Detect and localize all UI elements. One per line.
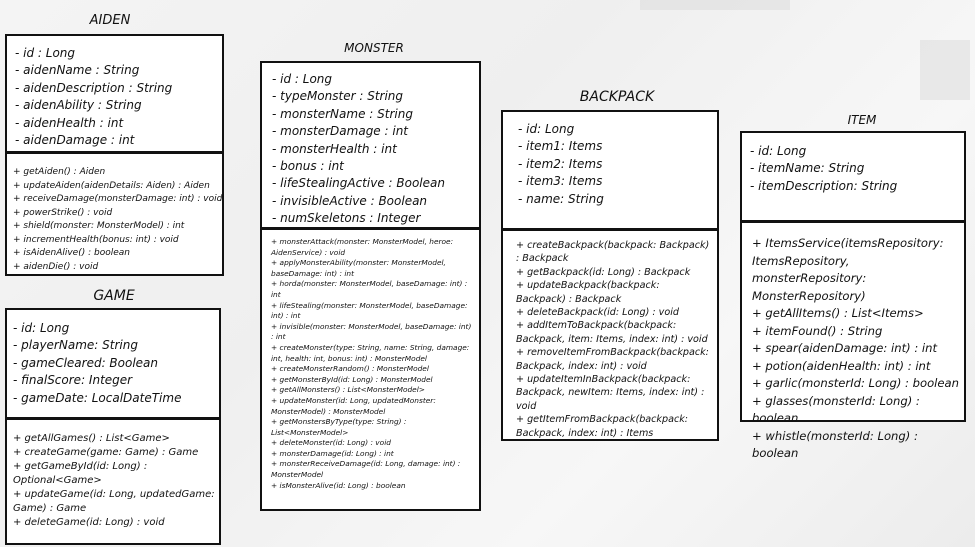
method: + isAidenAlive() : boolean	[13, 248, 130, 258]
method: + monsterReceiveDamage(id: Long, damage: int) : MonsterModel	[271, 459, 461, 480]
method: + createMonster(type: String, name: String, damage: int, health: int, bonus: int) : MonsterModel	[271, 342, 470, 363]
monster-methods-box	[260, 228, 481, 511]
attribute: - aidenHealth : int	[15, 115, 124, 130]
backpack-attributes-box	[501, 110, 719, 230]
method: + createBackpack(backpack: Backpack) : Backpack	[516, 240, 710, 265]
method: + applyMonsterAbility(monster: MonsterModel, baseDamage: int) : int	[271, 258, 446, 278]
game-method-list	[13, 432, 215, 530]
method: + incrementHealth(bonus: int) : void	[13, 234, 179, 245]
attribute: - numSkeletons : Integer	[272, 211, 421, 226]
method: + shield(monster: MonsterModel) : int	[13, 221, 185, 231]
monster-method-list	[271, 237, 475, 491]
game-attribute-list	[13, 320, 219, 407]
method: + getGameById(id: Long) : Optional<Game>	[13, 461, 148, 486]
attribute: - gameCleared: Boolean	[13, 355, 159, 370]
method: + getMonsterById(id: Long) : MonsterModel	[271, 374, 433, 384]
method: + addItemToBackpack(backpack: Backpack, item: Items, index: int) : void	[516, 320, 708, 345]
method: + ItemsService(itemsRepository: ItemsRepository, monsterRepository: MonsterRepository)	[752, 236, 944, 303]
item-methods-box	[740, 221, 966, 460]
attribute: - bonus : int	[272, 159, 344, 174]
method: + createGame(game: Game) : Game	[13, 447, 199, 458]
method: + spear(aidenDamage: int) : int	[752, 341, 938, 355]
method: + deleteMonster(id: Long) : void	[271, 438, 391, 448]
item-method-list	[752, 235, 960, 463]
method: + updateBackpack(backpack: Backpack) : Backpack	[516, 280, 660, 305]
attribute: - typeMonster : String	[272, 89, 404, 104]
method: + getAllItems() : List<Items>	[752, 306, 924, 320]
method: + updateItemInBackpack(backpack: Backpack, newItem: Items, index: int) : void	[516, 374, 705, 412]
attribute: - name: String	[518, 191, 604, 206]
aiden-methods-box	[5, 152, 224, 276]
aiden-attribute-list	[15, 45, 222, 149]
method: + updateAiden(aidenDetails: Aiden) : Aiden	[13, 180, 210, 191]
attribute: - id: Long	[13, 321, 70, 335]
attribute: - id: Long	[750, 144, 807, 158]
background-shape	[640, 0, 790, 10]
attribute: - aidenDescription : String	[15, 80, 173, 95]
method: + glasses(monsterId: Long) : boolean	[752, 393, 920, 425]
method: + createMonsterRandom() : MonsterModel	[271, 364, 429, 374]
aiden-attributes-box	[5, 34, 224, 153]
attribute: - item3: Items	[518, 174, 603, 189]
method: + itemFound() : String	[752, 323, 883, 338]
method: + powerStrike() : void	[13, 207, 113, 218]
attribute: - monsterDamage : int	[272, 124, 409, 139]
game-methods-box	[5, 418, 221, 545]
aiden-method-list	[13, 166, 222, 274]
method: + isMonsterAlive(id: Long) : boolean	[271, 480, 406, 490]
item-class-title: ITEM	[847, 113, 877, 127]
method: + lifeStealing(monster: MonsterModel, baseDamage: int) : int	[271, 300, 468, 321]
backpack-methods-box	[501, 229, 719, 441]
backpack-class-title: BACKPACK	[579, 89, 655, 105]
background-shape	[920, 40, 970, 100]
attribute: - item1: Items	[518, 139, 603, 154]
method: + invisible(monster: MonsterModel, baseDamage: int) : int	[271, 321, 472, 342]
method: + updateGame(id: Long, updatedGame: Game) : Game	[13, 489, 215, 514]
method: + receiveDamage(monsterDamage: int) : void	[13, 194, 223, 204]
item-attribute-list	[750, 143, 964, 195]
attribute: - item2: Items	[518, 156, 603, 171]
attribute: - finalScore: Integer	[13, 373, 133, 388]
attribute: - playerName: String	[13, 338, 138, 353]
method: + horda(monster: MonsterModel, baseDamage: int) : int	[271, 279, 468, 299]
method: + monsterDamage(id: Long) : int	[271, 448, 394, 458]
method: + getAllGames() : List<Game>	[13, 433, 170, 444]
attribute: - id: Long	[518, 122, 575, 136]
method: + garlic(monsterId: Long) : boolean	[752, 376, 959, 390]
method: + deleteGame(id: Long) : void	[13, 517, 165, 528]
attribute: - monsterName : String	[272, 106, 413, 121]
method: + potion(aidenHealth: int) : int	[752, 358, 931, 373]
attribute: - gameDate: LocalDateTime	[13, 390, 182, 405]
method: + getMonstersByType(type: String) : List<MonsterModel>	[271, 417, 407, 437]
method: + getItemFromBackpack(backpack: Backpack, index: int) : Items	[516, 414, 689, 439]
monster-attributes-box	[260, 61, 481, 229]
attribute: - id : Long	[272, 72, 333, 86]
attribute: - invisibleActive : Boolean	[272, 193, 428, 208]
attribute: - aidenDamage : int	[15, 133, 135, 148]
item-attributes-box	[740, 131, 966, 222]
method: + getAiden() : Aiden	[13, 167, 106, 177]
attribute: - id : Long	[15, 46, 76, 60]
backpack-method-list	[516, 239, 711, 440]
method: + getBackpack(id: Long) : Backpack	[516, 266, 691, 278]
attribute: - itemName: String	[750, 161, 865, 176]
backpack-attribute-list	[518, 121, 717, 208]
monster-attribute-list	[272, 71, 479, 228]
attribute: - lifeStealingActive : Boolean	[272, 176, 445, 191]
method: + getAllMonsters() : List<MonsterModel>	[271, 385, 425, 395]
monster-class-title: MONSTER	[344, 41, 404, 55]
method: + removeItemFromBackpack(backpack: Backpack, index: int) : void	[516, 347, 709, 372]
attribute: - aidenName : String	[15, 63, 140, 78]
attribute: - itemDescription: String	[750, 178, 898, 193]
method: + monsterAttack(monster: MonsterModel, heroe: AidenService) : void	[271, 237, 454, 257]
method: + whistle(monsterId: Long) : boolean	[752, 428, 918, 460]
game-class-title: GAME	[93, 288, 135, 304]
method: + aidenDie() : void	[13, 261, 99, 272]
aiden-class-title: AIDEN	[89, 13, 131, 28]
method: + deleteBackpack(id: Long) : void	[516, 307, 679, 319]
attribute: - monsterHealth : int	[272, 141, 397, 156]
attribute: - aidenAbility : String	[15, 98, 142, 113]
game-attributes-box	[5, 308, 221, 419]
method: + updateMonster(id: Long, updatedMonster: MonsterModel) : MonsterModel	[271, 395, 436, 416]
